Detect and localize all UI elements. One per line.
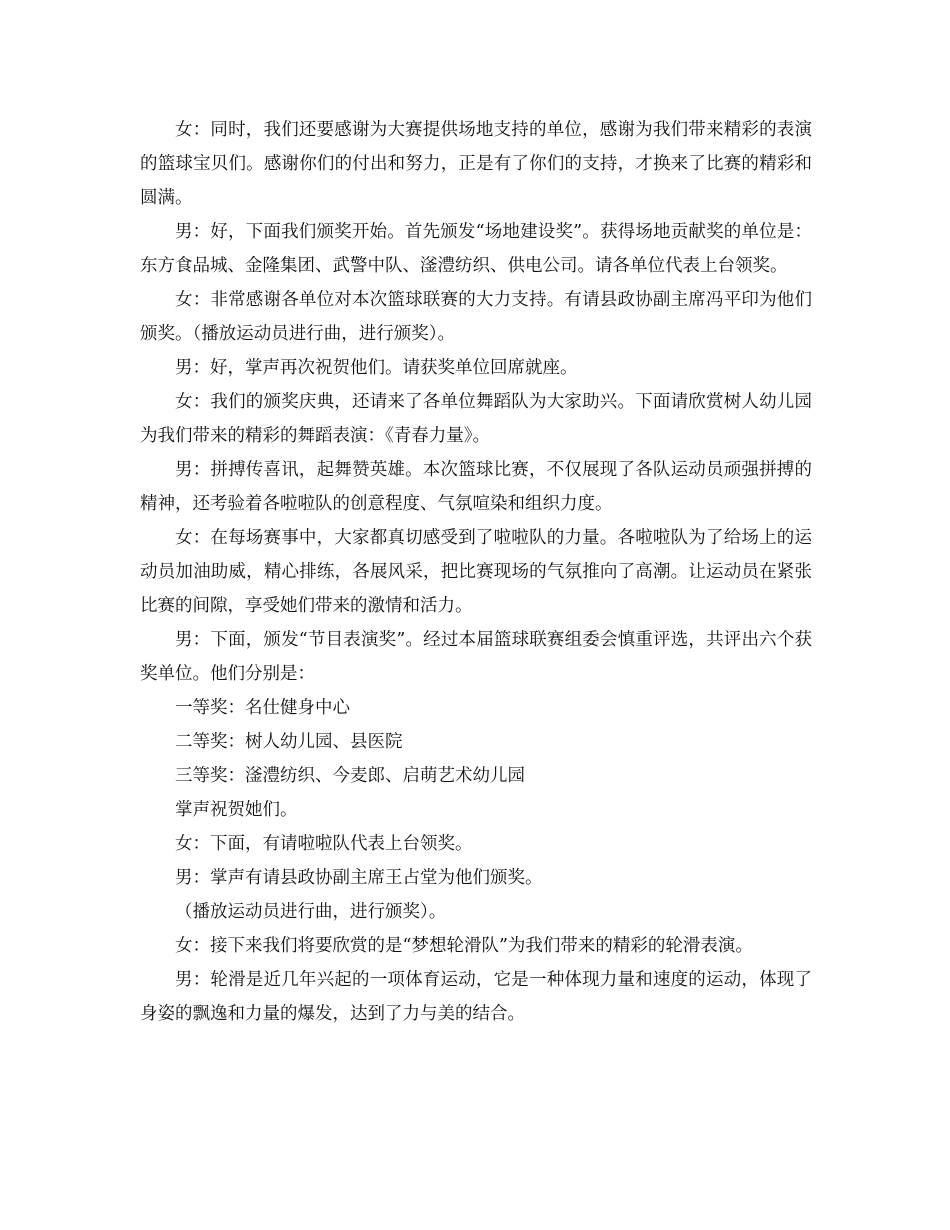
paragraph: 女：我们的颁奖庆典，还请来了各单位舞蹈队为大家助兴。下面请欣赏树人幼儿园为我们带来的精彩的舞蹈表演：《青春力量》。 bbox=[140, 392, 812, 446]
paragraph: 女：下面，有请啦啦队代表上台领奖。 bbox=[175, 834, 473, 854]
paragraph: 女：同时，我们还要感谢为大赛提供场地支持的单位，感谢为我们带来精彩的表演的篮球宝贝们。感谢你们的付出和努力，正是有了你们的支持，才换来了比赛的精彩和圆满。 bbox=[140, 120, 812, 208]
paragraph: 男：好，下面我们颁奖开始。首先颁发“场地建设奖”。获得场地贡献奖的单位是：东方食品城、金隆集团、武警中队、滏澧纺织、供电公司。请各单位代表上台领奖。 bbox=[140, 222, 812, 276]
award-first-prize: 一等奖：名仕健身中心 bbox=[175, 698, 350, 718]
document-body bbox=[140, 113, 812, 1031]
award-third-prize: 三等奖：滏澧纺织、今麦郎、启萌艺术幼儿园 bbox=[175, 766, 525, 786]
paragraph: 男：掌声有请县政协副主席王占堂为他们颁奖。 bbox=[175, 868, 543, 888]
paragraph: 掌声祝贺她们。 bbox=[175, 800, 298, 820]
paragraph: 女：在每场赛事中，大家都真切感受到了啦啦队的力量。各啦啦队为了给场上的运动员加油助威，精心排练，各展风采，把比赛现场的气氛推向了高潮。让运动员在紧张比赛的间隙，享受她们带来的激情和活力。 bbox=[140, 528, 812, 616]
paragraph: 男：拼搏传喜讯，起舞赞英雄。本次篮球比赛，不仅展现了各队运动员顽强拼搏的精神，还考验着各啦啦队的创意程度、气氛喧染和组织力度。 bbox=[140, 460, 812, 514]
paragraph: 女：非常感谢各单位对本次篮球联赛的大力支持。有请县政协副主席冯平印为他们颁奖。（播放运动员进行曲，进行颁奖）。 bbox=[140, 290, 812, 344]
award-second-prize: 二等奖：树人幼儿园、县医院 bbox=[175, 732, 403, 752]
paragraph: 男：轮滑是近几年兴起的一项体育运动，它是一种体现力量和速度的运动，体现了身姿的飘逸和力量的爆发，达到了力与美的结合。 bbox=[140, 970, 812, 1024]
paragraph: 男：好，掌声再次祝贺他们。请获奖单位回席就座。 bbox=[175, 358, 578, 378]
paragraph: 男：下面，颁发“节目表演奖”。经过本届篮球联赛组委会慎重评选，共评出六个获奖单位。他们分别是： bbox=[140, 630, 812, 684]
paragraph: 女：接下来我们将要欣赏的是“梦想轮滑队”为我们带来的精彩的轮滑表演。 bbox=[175, 936, 753, 956]
stage-direction: （播放运动员进行曲，进行颁奖）。 bbox=[175, 902, 447, 922]
